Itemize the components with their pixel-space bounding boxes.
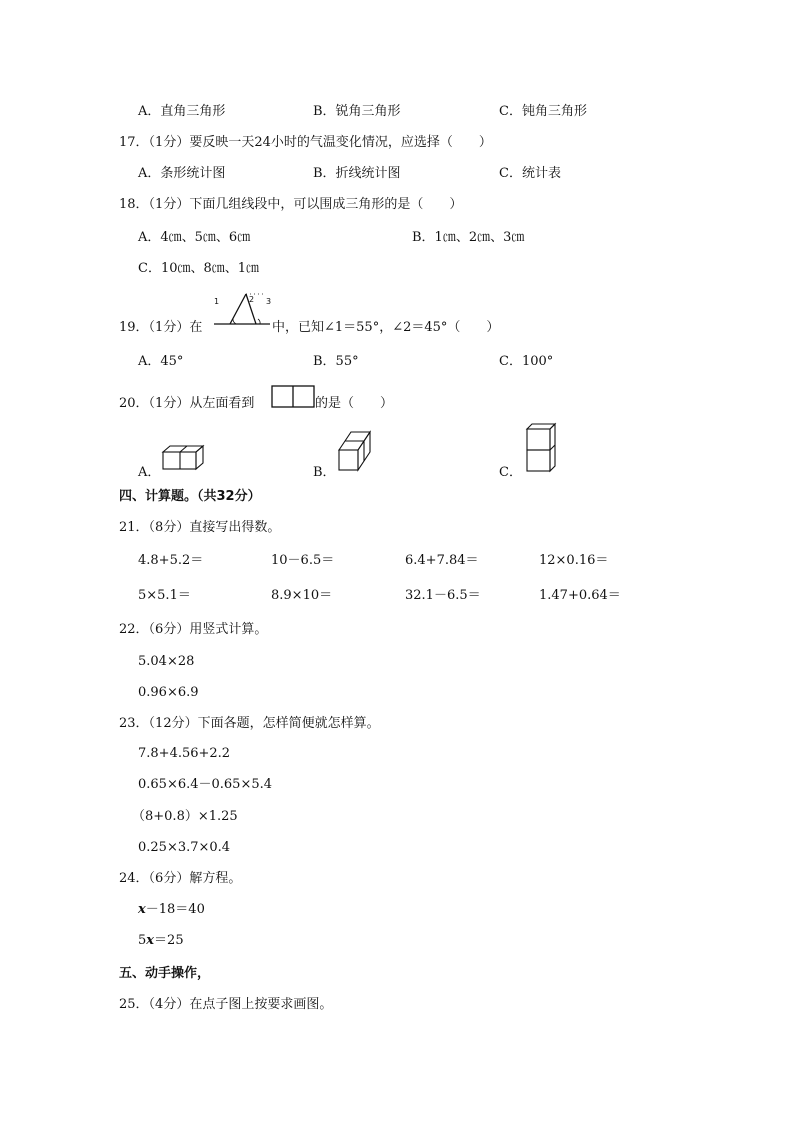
q16-option-c: C．钝角三角形 xyxy=(499,104,587,119)
q21-expr: 12×0.16＝ xyxy=(539,553,609,568)
q24-stem: 24．（6分）解方程。 xyxy=(119,871,242,886)
q23-item: （8+0.8）×1.25 xyxy=(132,809,238,824)
q21-expr: 8.9×10＝ xyxy=(271,588,333,603)
q22-stem: 22．（6分）用竖式计算。 xyxy=(119,622,268,637)
equation-rest: －18＝40 xyxy=(145,902,205,917)
q23-item: 0.65×6.4－0.65×5.4 xyxy=(138,777,273,792)
q21-expr: 10－6.5＝ xyxy=(271,553,335,568)
q22-item: 0.96×6.9 xyxy=(138,685,199,700)
q17-option-c: C．统计表 xyxy=(499,166,561,181)
q21-expr: 1.47+0.64＝ xyxy=(539,588,621,603)
q21-expr: 32.1－6.5＝ xyxy=(405,588,481,603)
q23-item: 0.25×3.7×0.4 xyxy=(138,840,231,855)
q18-option-b: B．1㎝、2㎝、3㎝ xyxy=(412,230,525,245)
q16-option-b: B．锐角三角形 xyxy=(313,104,401,119)
q23-item: 7.8+4.56+2.2 xyxy=(138,746,231,761)
q17-option-b: B．折线统计图 xyxy=(313,166,401,181)
variable-x: x xyxy=(138,902,146,917)
variable-x: x xyxy=(146,933,155,948)
section-4-title: 四、计算题。（共32分） xyxy=(119,489,261,504)
left-view-figure xyxy=(271,385,315,409)
figure-label-1: 1 xyxy=(214,297,220,306)
option-c-cubes-figure xyxy=(524,422,558,474)
section-5-title: 五、动手操作， xyxy=(119,966,211,981)
q23-stem: 23．（12分）下面各题，怎样简便就怎样算。 xyxy=(119,716,380,731)
q20-stem-prefix: 20．（1分）从左面看到 xyxy=(119,396,255,411)
figure-label-2: 2 xyxy=(249,295,255,304)
q19-stem-suffix: 中，已知∠1＝55°，∠2＝45°（ ） xyxy=(272,320,500,335)
q21-expr: 5×5.1＝ xyxy=(138,588,191,603)
equation-rest: ＝25 xyxy=(154,933,184,948)
q19-option-c: C．100° xyxy=(499,354,554,369)
option-a-cubes-figure xyxy=(160,444,206,472)
coefficient: 5 xyxy=(138,933,147,948)
figure-label-3: 3 xyxy=(266,297,272,306)
q20-option-c: C． xyxy=(499,465,522,480)
q24-equation-2 xyxy=(138,933,184,949)
option-b-cubes-figure xyxy=(336,430,374,474)
q21-stem: 21．（8分）直接写出得数。 xyxy=(119,520,281,535)
q19-option-b: B．55° xyxy=(313,354,359,369)
q21-expr: 6.4+7.84＝ xyxy=(405,553,479,568)
q21-expr: 4.8+5.2＝ xyxy=(138,553,204,568)
q24-equation-1 xyxy=(138,902,205,918)
q19-stem-prefix: 19．（1分）在 xyxy=(119,320,203,335)
q20-option-a: A． xyxy=(138,465,161,480)
triangle-figure xyxy=(212,290,272,330)
q17-stem: 17．（1分）要反映一天24小时的气温变化情况，应选择（ ） xyxy=(119,135,492,150)
q17-option-a: A．条形统计图 xyxy=(138,166,226,181)
q18-option-a: A．4㎝、5㎝、6㎝ xyxy=(138,230,251,245)
q18-stem: 18．（1分）下面几组线段中，可以围成三角形的是（ ） xyxy=(119,197,463,212)
q16-option-a: A．直角三角形 xyxy=(138,104,226,119)
q20-option-b: B． xyxy=(313,465,336,480)
q22-item: 5.04×28 xyxy=(138,654,195,669)
q20-stem-suffix: 的是（ ） xyxy=(315,396,394,411)
q18-option-c: C．10㎝、8㎝、1㎝ xyxy=(138,261,260,276)
q25-stem: 25．（4分）在点子图上按要求画图。 xyxy=(119,997,333,1012)
q19-option-a: A．45° xyxy=(138,354,184,369)
